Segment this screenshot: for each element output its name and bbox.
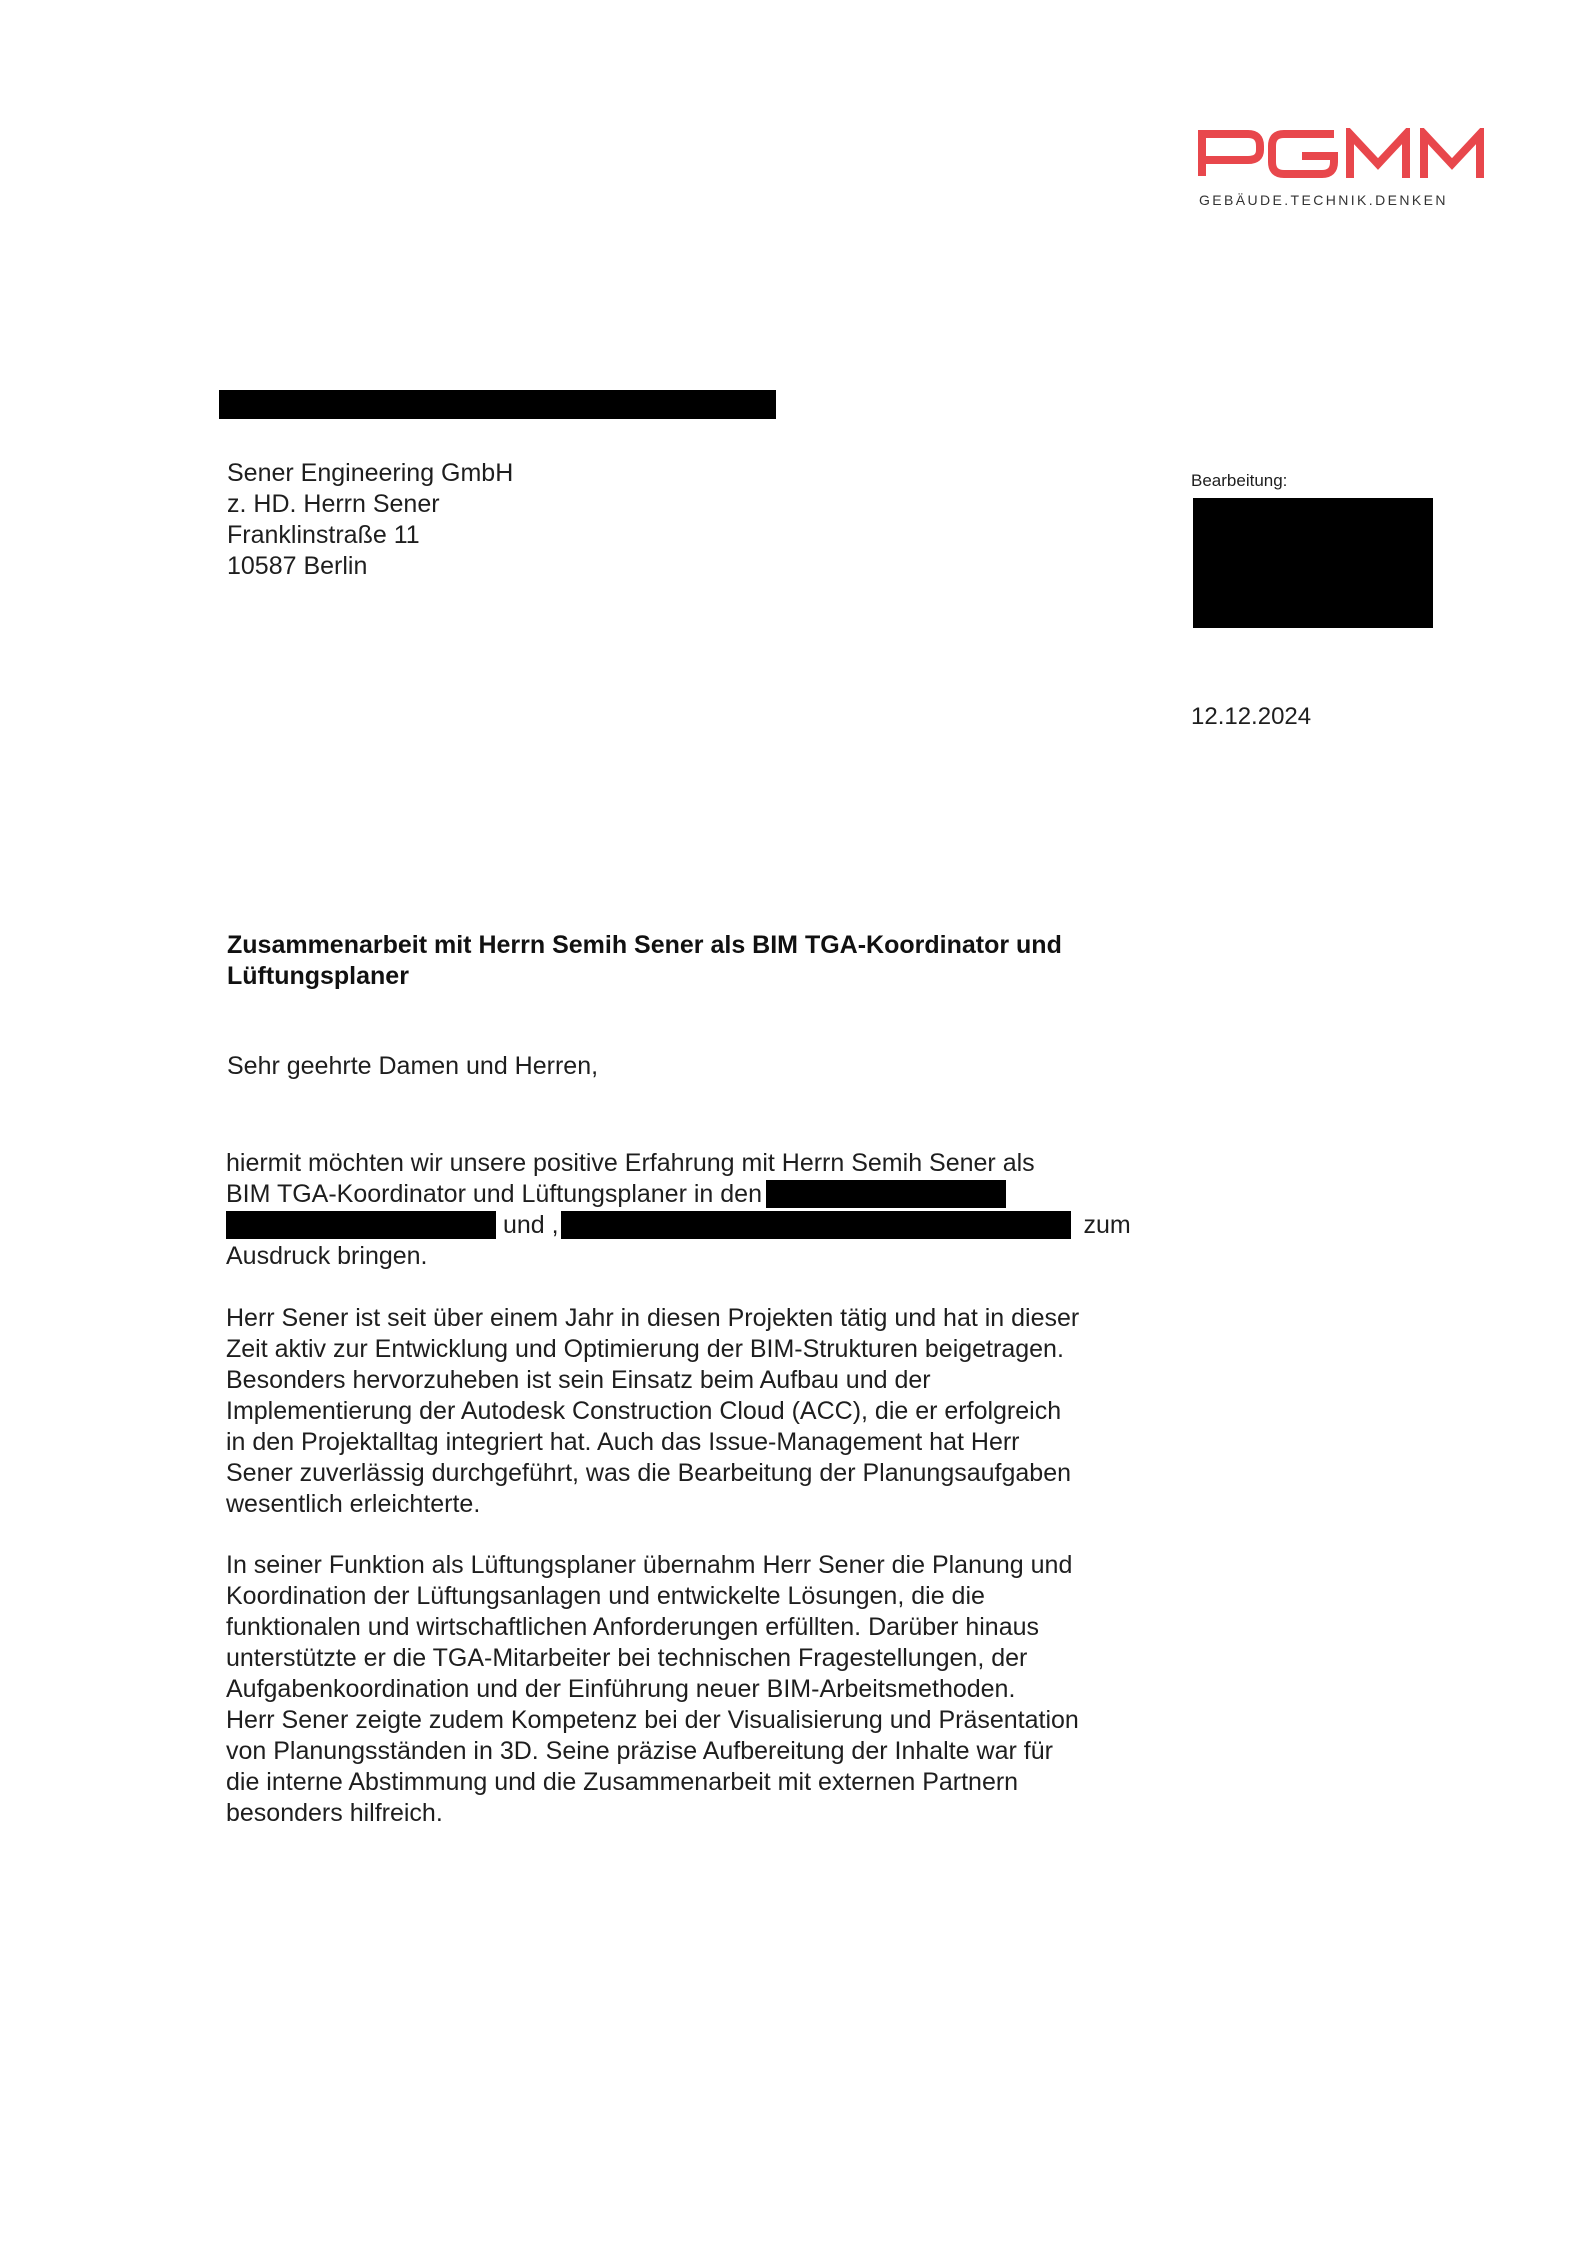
recipient-street: Franklinstraße 11 <box>227 521 420 549</box>
redacted-project-name <box>226 1211 496 1239</box>
letter-subject <box>227 930 1187 992</box>
paragraph-text: und , <box>502 1211 559 1239</box>
paragraph-line: hiermit möchten wir unsere positive Erfahrung mit Herrn Semih Sener als <box>226 1149 1035 1177</box>
paragraph-line: In seiner Funktion als Lüftungsplaner übernahm Herr Sener die Planung und <box>226 1551 1073 1579</box>
redacted-sender-line <box>219 390 776 419</box>
paragraph-intro <box>226 1148 1131 1272</box>
paragraph-function <box>226 1550 1079 1829</box>
pgmm-logo-graphic <box>1198 128 1490 180</box>
letter-date: 12.12.2024 <box>1191 703 1312 730</box>
redacted-project-name <box>766 1180 1006 1208</box>
paragraph-text: BIM TGA-Koordinator und Lüftungsplaner in den <box>226 1180 762 1208</box>
paragraph-line: Sener zuverlässig durchgeführt, was die Bearbeitung der Planungsaufgaben <box>226 1459 1071 1487</box>
paragraph-line: Implementierung der Autodesk Construction Cloud (ACC), die er erfolgreich <box>226 1397 1062 1425</box>
company-tagline: GEBÄUDE.TECHNIK.DENKEN <box>1199 192 1448 208</box>
paragraph-line: Aufgabenkoordination und der Einführung neuer BIM-Arbeitsmethoden. <box>226 1675 1016 1703</box>
paragraph-line: Herr Sener zeigte zudem Kompetenz bei der Visualisierung und Präsentation <box>226 1706 1079 1734</box>
paragraph-line: besonders hilfreich. <box>226 1799 443 1827</box>
paragraph-line: in den Projektalltag integriert hat. Auch das Issue-Management hat Herr <box>226 1428 1020 1456</box>
paragraph-text: zum <box>1083 1211 1131 1239</box>
paragraph-line: funktionalen und wirtschaftlichen Anforderungen erfüllten. Darüber hinaus <box>226 1613 1040 1641</box>
recipient-address <box>227 458 513 582</box>
company-logo <box>1198 128 1490 180</box>
paragraph-line: wesentlich erleichterte. <box>226 1490 481 1518</box>
paragraph-line: Zeit aktiv zur Entwicklung und Optimierung der BIM-Strukturen beigetragen. <box>226 1335 1064 1363</box>
paragraph-line: Besonders hervorzuheben ist sein Einsatz beim Aufbau und der <box>226 1366 931 1394</box>
recipient-city: 10587 Berlin <box>227 552 368 580</box>
paragraph-line: unterstützte er die TGA-Mitarbeiter bei technischen Fragestellungen, der <box>226 1644 1028 1672</box>
paragraph-line: die interne Abstimmung und die Zusammenarbeit mit externen Partnern <box>226 1768 1019 1796</box>
subject-line: Zusammenarbeit mit Herrn Semih Sener als BIM TGA-Koordinator und <box>227 931 1062 959</box>
paragraph-line <box>226 1210 1131 1241</box>
redacted-project-name <box>561 1211 1071 1239</box>
paragraph-line: von Planungsständen in 3D. Seine präzise Aufbereitung der Inhalte war für <box>226 1737 1053 1765</box>
paragraph-line <box>226 1179 1131 1210</box>
redacted-bearbeitung-box <box>1193 498 1433 628</box>
salutation: Sehr geehrte Damen und Herren, <box>227 1052 599 1080</box>
paragraph-experience <box>226 1303 1079 1520</box>
paragraph-line: Ausdruck bringen. <box>226 1242 428 1270</box>
recipient-attention: z. HD. Herrn Sener <box>227 490 440 518</box>
subject-line: Lüftungsplaner <box>227 962 409 990</box>
recipient-company: Sener Engineering GmbH <box>227 459 514 487</box>
paragraph-line: Koordination der Lüftungsanlagen und entwickelte Lösungen, die die <box>226 1582 985 1610</box>
bearbeitung-label: Bearbeitung: <box>1191 471 1288 490</box>
paragraph-line: Herr Sener ist seit über einem Jahr in diesen Projekten tätig und hat in dieser <box>226 1304 1080 1332</box>
